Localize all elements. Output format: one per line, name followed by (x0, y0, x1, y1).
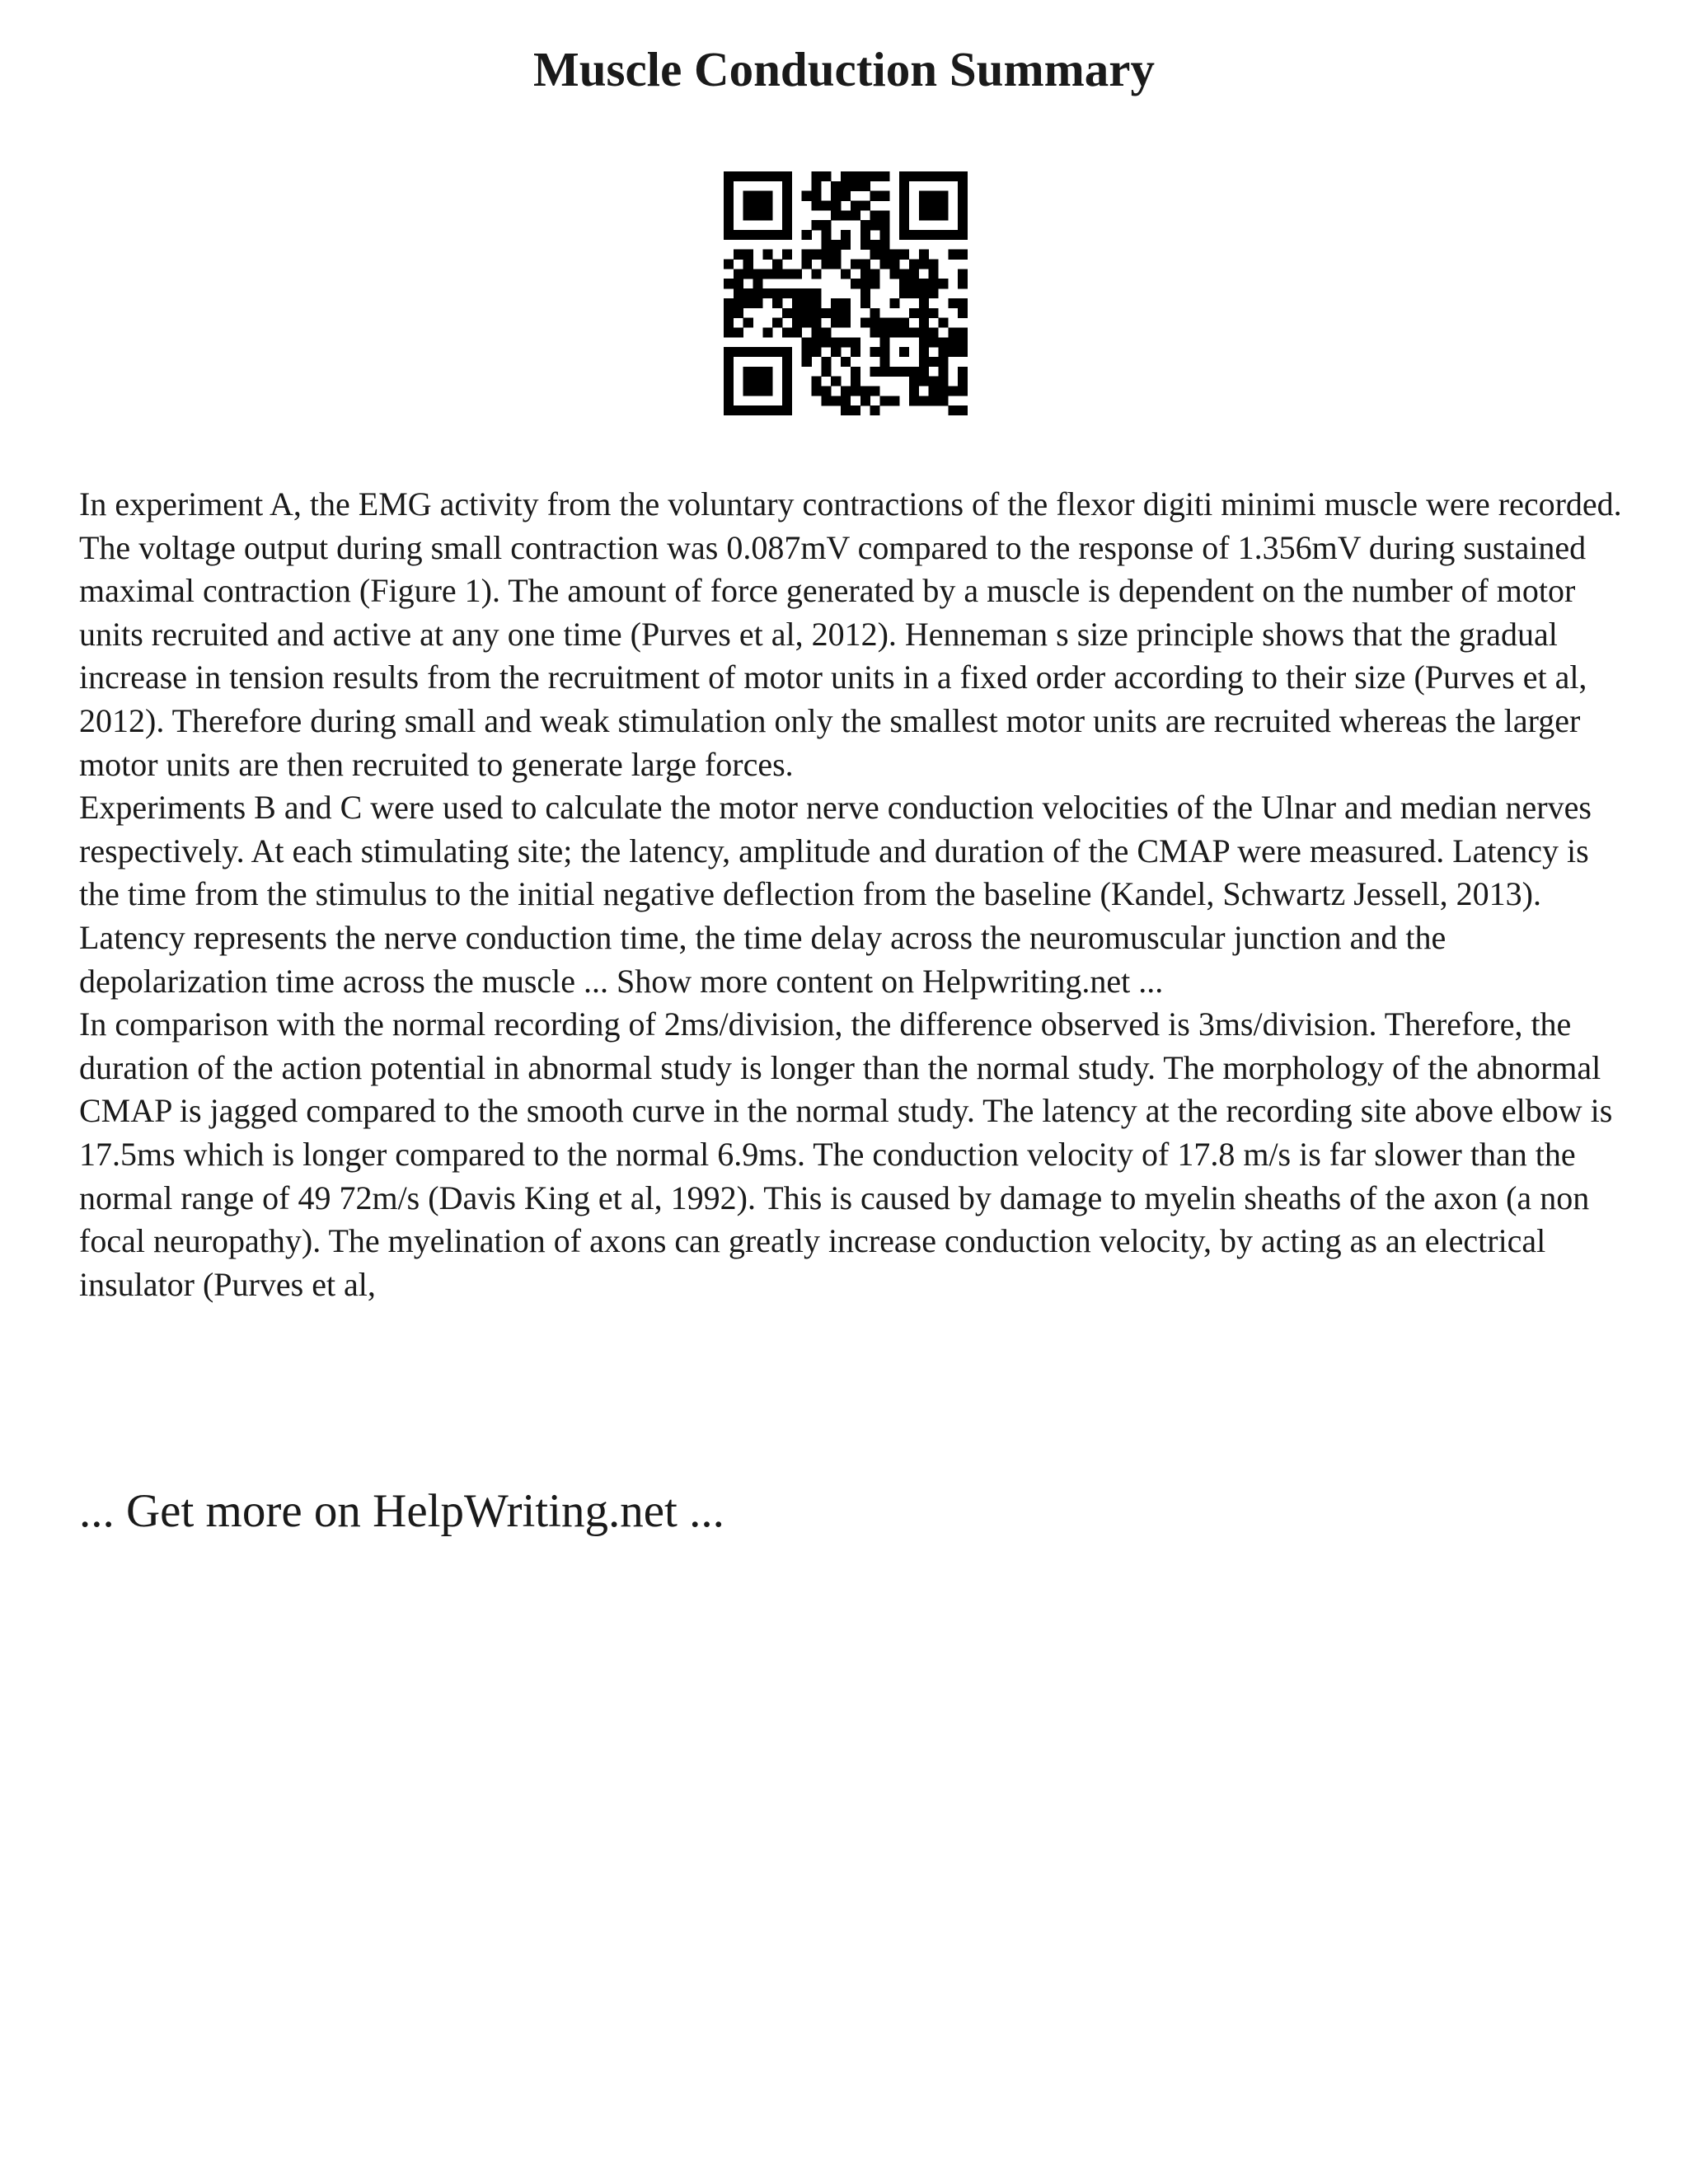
paragraph-experiment-a: In experiment A, the EMG activity from the voluntary contractions of the flexor digiti minimi muscle were recorded. The voltage output during small contraction was 0.087mV compared to the response of 1.356mV during sustained maximal contraction (Figure 1). The amount of force generated by a muscle is dependent on the number of motor units recruited and active at any one time (Purves et al, 2012). Henneman s size principle shows that the gradual increase in tension results from the recruitment of motor units in a fixed order according to their size (Purves et al, 2012). Therefore during small and weak stimulation only the smallest motor units are recruited whereas the larger motor units are then recruited to generate large forces. (79, 485, 1622, 783)
article-body (79, 483, 1629, 1306)
paragraph-comparison: In comparison with the normal recording of 2ms/division, the difference observed is 3ms/division. Therefore, the duration of the action potential in abnormal study is longer than the normal study. The morphology of the abnormal CMAP is jagged compared to the smooth curve in the normal study. The latency at the recording site above elbow is 17.5ms which is longer compared to the normal 6.9ms. The conduction velocity of 17.8 m/s is far slower than the normal range of 49 72m/s (Davis King et al, 1992). This is caused by damage to myelin sheaths of the axon (a non focal neuropathy). The myelination of axons can greatly increase conduction velocity, by acting as an electrical insulator (Purves et al, (79, 1005, 1613, 1303)
qr-code-graphic (724, 171, 968, 415)
get-more-link[interactable]: ... Get more on HelpWriting.net ... (79, 1485, 724, 1537)
qr-code-icon[interactable] (724, 171, 968, 415)
paragraph-experiments-b-c: Experiments B and C were used to calculate the motor nerve conduction velocities of the Ulnar and median nerves respectively. At each stimulating site; the latency, amplitude and duration of the CMAP were measured. Latency is the time from the stimulus to the initial negative deflection from the baseline (Kandel, Schwartz Jessell, 2013). Latency represents the nerve conduction time, the time delay across the neuromuscular junction and the depolarization time across the muscle ... Show more content on Helpwriting.net ... (79, 789, 1592, 1000)
page-title: Muscle Conduction Summary (533, 42, 1155, 96)
